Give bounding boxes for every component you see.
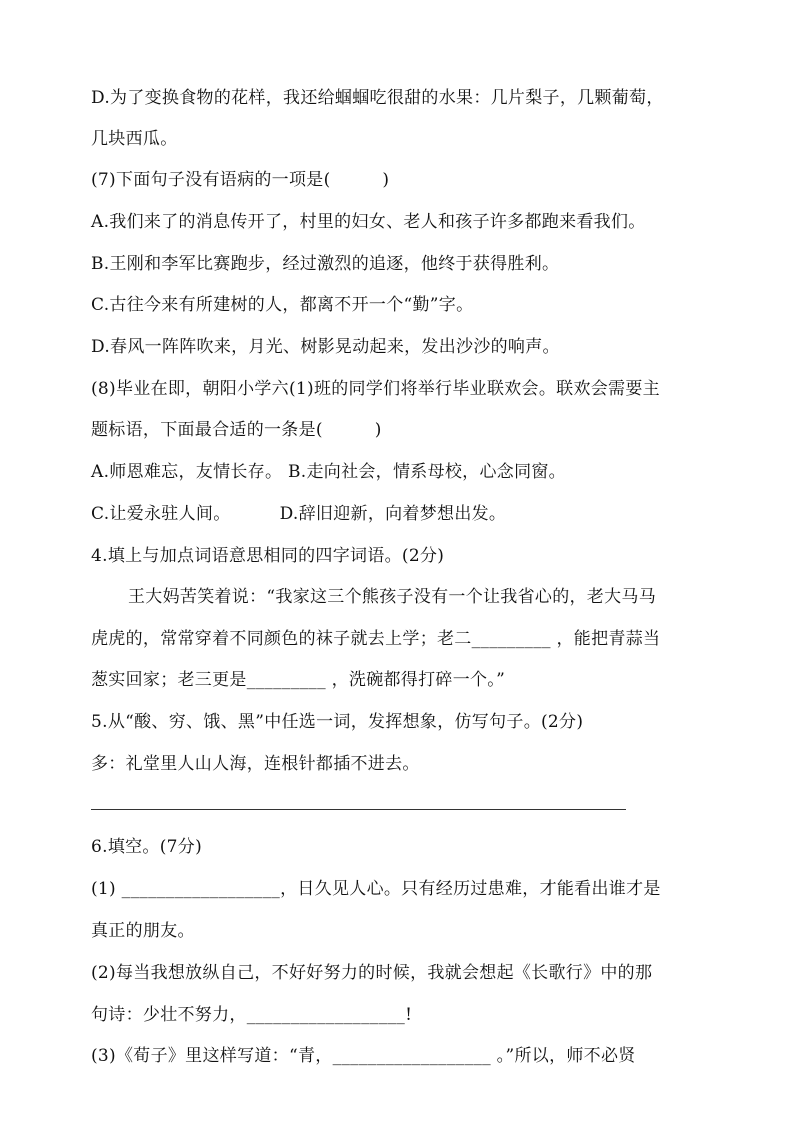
question-8-stem: (8)毕业在即，朝阳小学六(1)班的同学们将举行毕业联欢会。联欢会需要主 [91,379,660,399]
option-d-q6: D.为了变换食物的花样，我还给蝈蝈吃很甜的水果：几片梨子，几颗葡萄， [91,88,664,108]
question-7-stem: (7)下面句子没有语病的一项是( ) [91,170,390,190]
question-6-item-2: (2)每当我想放纵自己，不好好努力的时候，我就会想起《长歌行》中的那 [91,963,653,983]
question-4-title: 4.填上与加点词语意思相同的四字词语。(2分) [91,546,445,566]
question-8-options-ab: A.师恩难忘，友情长存。 B.走向社会，情系母校，心念同窗。 [91,462,566,482]
question-4-passage-line-2: 虎虎的，常常穿着不同颜色的袜子就去上学；老二_________ ，能把青蒜当 [91,629,661,649]
question-8-stem-continued: 题标语，下面最合适的一条是( ) [91,420,382,440]
question-4-passage-line-1: 王大妈苦笑着说：“我家这三个熊孩子没有一个让我省心的，老大马马 [128,587,656,607]
option-d-q6-continued: 几块西瓜。 [91,129,178,149]
question-7-option-a: A.我们来了的消息传开了，村里的妇女、老人和孩子许多都跑来看我们。 [91,212,646,232]
question-8-options-cd: C.让爱永驻人间。 D.辞旧迎新，向着梦想出发。 [91,504,507,524]
question-5-title: 5.从“酸、穷、饿、黑”中任选一词，发挥想象，仿写句子。(2分) [91,712,584,732]
question-4-passage-line-3: 葱实回家；老三更是_________ ，洗碗都得打碎一个。” [91,670,506,690]
question-5-example: 多：礼堂里人山人海，连根针都插不进去。 [91,754,420,774]
question-6-title: 6.填空。(7分) [91,837,202,857]
question-7-option-d: D.春风一阵阵吹来，月光、树影晃动起来，发出沙沙的响声。 [91,337,560,357]
question-6-item-3: (3)《荀子》里这样写道：“青，__________________ 。”所以，师不必贤 [91,1046,636,1066]
question-6-item-1: (1) __________________，日久见人心。只有经历过患难，才能看出谁才是 [91,879,661,899]
question-6-item-1-continued: 真正的朋友。 [91,921,195,941]
answer-line [91,809,626,810]
question-7-option-b: B.王刚和李军比赛跑步，经过激烈的追逐，他终于获得胜利。 [91,254,560,274]
question-7-option-c: C.古往今来有所建树的人，都离不开一个“勤”字。 [91,295,474,315]
question-6-item-2-continued: 句诗：少壮不努力，__________________! [91,1005,413,1025]
